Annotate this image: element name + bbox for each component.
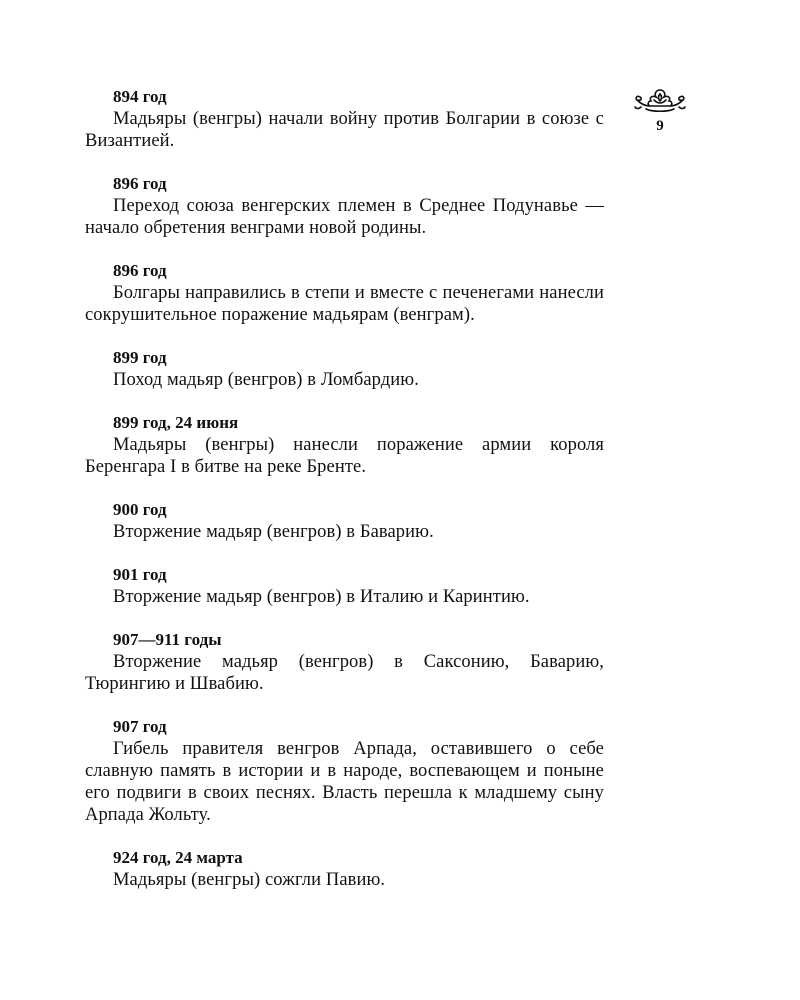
entry-text: Вторжение мадьяр (венгров) в Саксонию, Баварию, Тюрингию и Швабию. <box>85 652 604 694</box>
chronology-list <box>85 86 604 912</box>
entry-date: 896 год <box>113 261 167 280</box>
chronology-entry <box>85 260 604 326</box>
entry-date: 896 год <box>113 174 167 193</box>
chronology-entry <box>85 847 604 891</box>
entry-text: Мадьяры (венгры) нанесли поражение армии короля Беренгара I в битве на реке Бренте. <box>85 435 604 477</box>
page-number: 9 <box>656 118 664 134</box>
floral-ornament-icon <box>632 86 688 114</box>
chronology-entry <box>85 629 604 695</box>
entry-date: 894 год <box>113 87 167 106</box>
entry-text: Мадьяры (венгры) сожгли Павию. <box>113 870 386 890</box>
entry-text: Мадьяры (венгры) начали войну против Болгарии в союзе с Византией. <box>85 109 604 151</box>
entry-date: 899 год <box>113 348 167 367</box>
chronology-entry <box>85 347 604 391</box>
entry-date: 899 год, 24 июня <box>113 413 239 432</box>
entry-text: Вторжение мадьяр (венгров) в Баварию. <box>113 522 434 542</box>
entry-text: Болгары направились в степи и вместе с печенегами нанесли сокрушительное поражение мадьярам (венграм). <box>85 283 604 325</box>
entry-date: 907—911 годы <box>113 630 222 649</box>
entry-date: 924 год, 24 марта <box>113 848 243 867</box>
chronology-entry <box>85 564 604 608</box>
chronology-entry <box>85 173 604 239</box>
entry-date: 900 год <box>113 500 167 519</box>
entry-text: Переход союза венгерских племен в Среднее Подунавье — начало обретения венграми новой родины. <box>85 196 604 238</box>
entry-date: 907 год <box>113 717 167 736</box>
entry-date: 901 год <box>113 565 167 584</box>
chronology-entry <box>85 716 604 826</box>
entry-text: Поход мадьяр (венгров) в Ломбардию. <box>113 370 419 390</box>
entry-text: Гибель правителя венгров Арпада, оставившего о себе славную память в истории и в народе, воспевающем и поныне его подвиги в своих песнях. Власть перешла к младшему сыну Арпада Жольту. <box>85 739 604 825</box>
entry-text: Вторжение мадьяр (венгров) в Италию и Каринтию. <box>113 587 530 607</box>
chronology-entry <box>85 412 604 478</box>
page-marker <box>628 86 692 135</box>
chronology-entry <box>85 499 604 543</box>
chronology-entry <box>85 86 604 152</box>
